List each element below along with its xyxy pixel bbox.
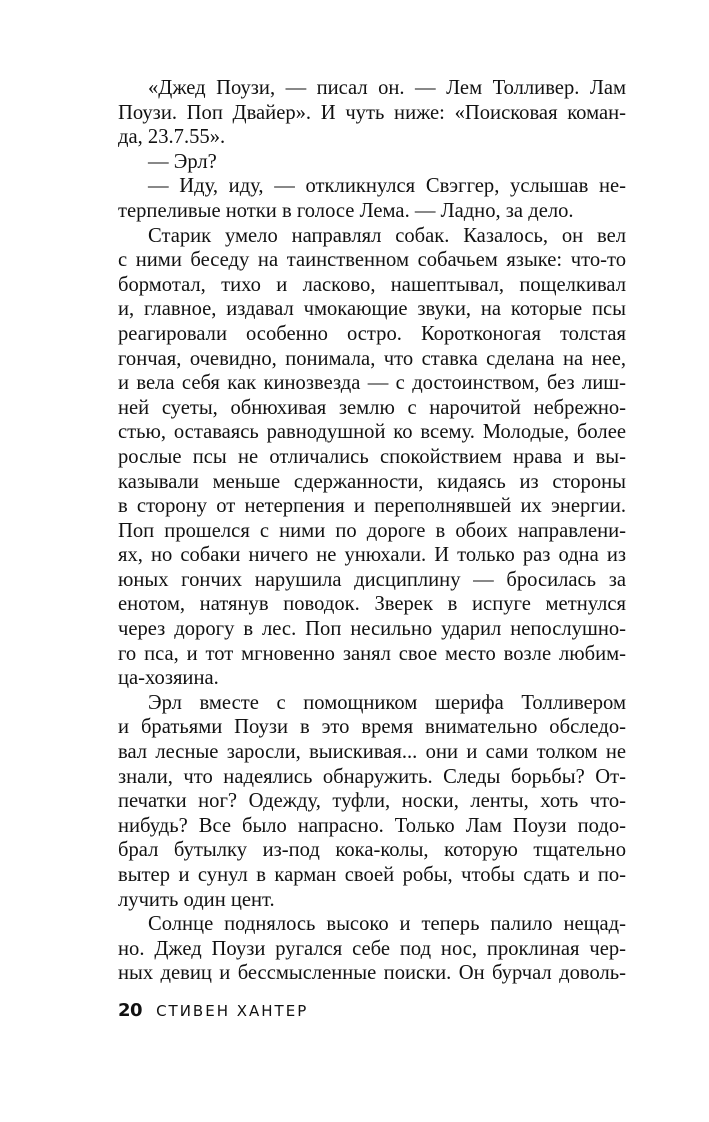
- text-line: терпеливые нотки в голосе Лема. — Ладно, за дело.: [118, 199, 574, 222]
- text-line: — Иду, иду, — откликнулся Свэггер, услышав не-: [148, 175, 626, 198]
- text-line: Солнце поднялось высоко и теперь палило нещад-: [148, 913, 626, 936]
- text-line: Эрл вместе с помощником шерифа Толливером: [148, 691, 626, 714]
- text-line: и вела себя как кинозвезда — с достоинством, без лиш-: [118, 372, 626, 395]
- text-line: вытер и сунул в карман своей робы, чтобы сдать и по-: [118, 864, 626, 886]
- text-column: [118, 76, 626, 986]
- text-line: в сторону от нетерпения и переполнявшей их энергии.: [118, 495, 626, 518]
- text-line: ях, но собаки ничего не унюхали. И только раз одна из: [118, 544, 626, 567]
- text-line: го пса, и тот мгновенно занял свое место возле любим-: [118, 642, 626, 665]
- text-line: ца-хозяина.: [118, 667, 219, 690]
- text-line: реагировали особенно остро. Коротконогая толстая: [118, 322, 626, 345]
- text-line: Старик умело направлял собак. Казалось, он вел: [148, 224, 626, 247]
- text-line: бормотал, тихо и ласково, нашептывал, пощелкивал: [118, 273, 626, 296]
- page-number: 20: [118, 1000, 143, 1021]
- text-line: печатки ног? Одежду, туфли, носки, ленты, хоть что-: [118, 790, 626, 813]
- text-line: через дорогу в лес. Поп несильно ударил непослушно-: [118, 618, 626, 641]
- text-line: и, главное, издавал чмокающие звуки, на которые псы: [118, 298, 626, 321]
- book-page-text: [118, 76, 626, 986]
- text-line: нибудь? Все было напрасно. Только Лам Поузи подо-: [118, 814, 626, 837]
- text-line: ней суеты, обнюхивая землю с нарочитой небрежно-: [118, 396, 626, 419]
- text-line: — Эрл?: [148, 150, 217, 173]
- text-line: казывали меньше сдержанности, кидаясь из стороны: [118, 470, 626, 493]
- text-line: Поп прошелся с ними по дороге в обоих направлени-: [118, 519, 626, 542]
- text-line: лучить один цент.: [118, 888, 275, 911]
- text-line: гончая, очевидно, понимала, что ставка сделана на нее,: [118, 347, 626, 370]
- text-line: рослые псы не отличались спокойствием нрава и вы-: [118, 445, 626, 468]
- text-line: да, 23.7.55».: [118, 126, 226, 149]
- text-line: брал бутылку из-под кока-колы, которую тщательно: [118, 839, 626, 862]
- text-line: знали, что надеялись обнаружить. Следы борьбы? От-: [118, 765, 626, 788]
- text-line: но. Джед Поузи ругался себе под нос, проклиная чер-: [118, 937, 626, 960]
- text-line: юных гончих нарушила дисциплину — бросилась за: [118, 568, 626, 591]
- text-line: стью, оставаясь равнодушной ко всему. Молодые, более: [118, 421, 626, 444]
- text-line: енотом, натянув поводок. Зверек в испуге метнулся: [118, 593, 626, 616]
- text-line: «Джед Поузи, — писал он. — Лем Толливер. Лам: [148, 77, 626, 99]
- running-title: СТИВЕН ХАНТЕР: [156, 1002, 309, 1020]
- text-line: с ними беседу на таинственном собачьем языке: что-то: [118, 249, 626, 272]
- text-line: Поузи. Поп Двайер». И чуть ниже: «Поисковая коман-: [118, 101, 626, 124]
- page-footer: [118, 1000, 308, 1021]
- text-line: и братьями Поузи в это время внимательно обследо-: [118, 716, 626, 739]
- text-line: вал лесные заросли, выискивая... они и сами толком не: [118, 741, 626, 764]
- text-line: ных девиц и бессмысленные поиски. Он бурчал доволь-: [118, 962, 626, 985]
